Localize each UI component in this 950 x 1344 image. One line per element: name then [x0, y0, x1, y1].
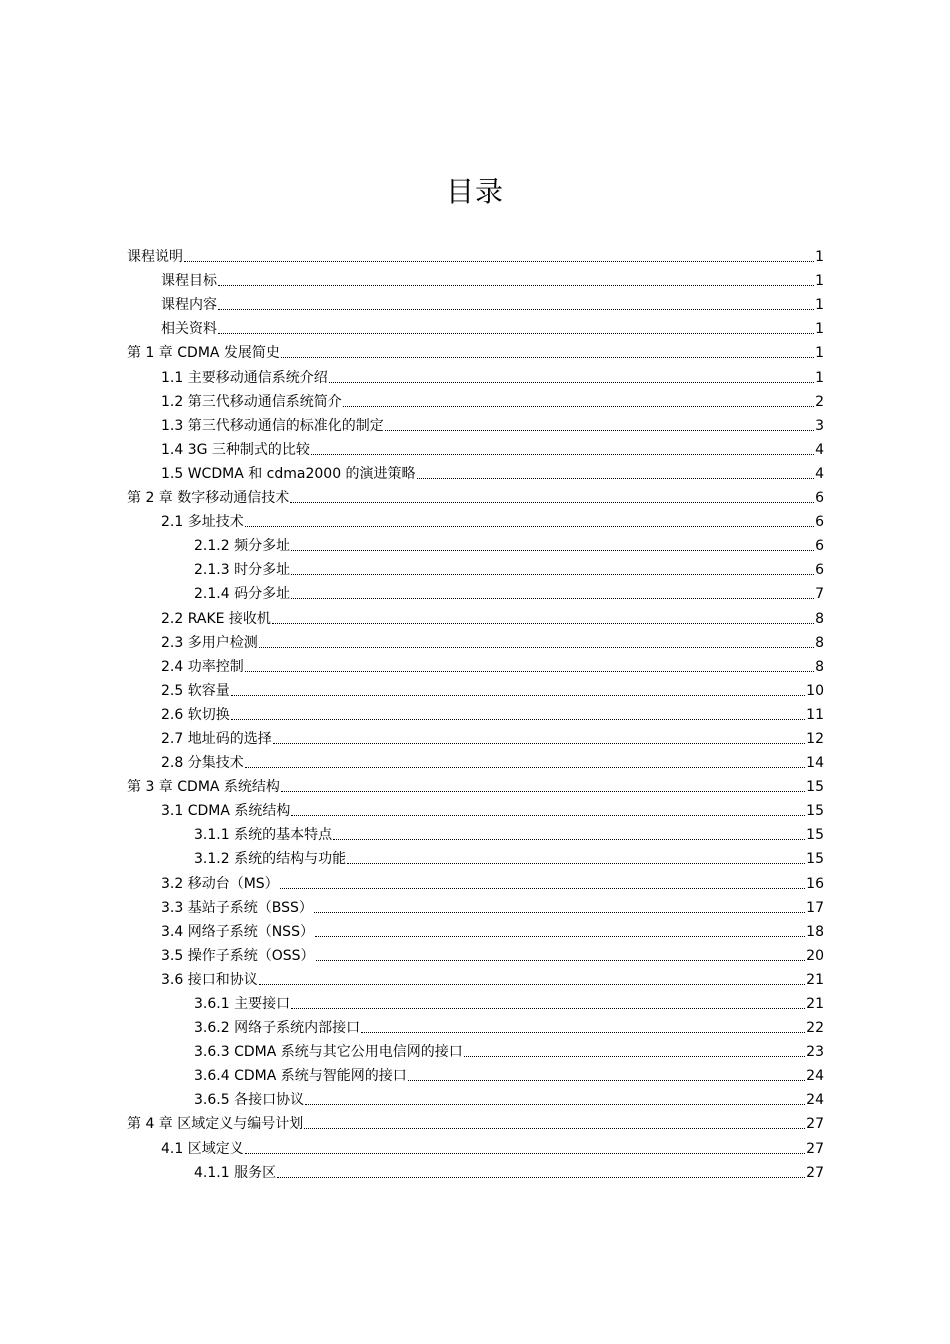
- toc-entry[interactable]: [127, 362, 824, 386]
- toc-entry-page-number: 6: [815, 538, 824, 555]
- toc-entry-label: 2.6 软切换: [161, 706, 230, 723]
- toc-entry-page-number: 8: [815, 634, 824, 651]
- toc-dot-leader: [291, 598, 814, 599]
- toc-entry-label: 2.4 功率控制: [161, 658, 244, 675]
- toc-entry-page-number: 27: [806, 1164, 824, 1181]
- toc-entry-label: 2.1.2 频分多址: [194, 538, 291, 555]
- toc-entry-page-number: 24: [806, 1068, 824, 1085]
- toc-entry-label: 2.1 多址技术: [161, 514, 244, 531]
- toc-dot-leader: [291, 574, 814, 575]
- toc-dot-leader: [314, 912, 805, 913]
- toc-dot-leader: [316, 960, 806, 961]
- toc-entry-label: 4.1.1 服务区: [194, 1164, 277, 1181]
- toc-entry[interactable]: [127, 266, 824, 290]
- toc-entry-label: 3.3 基站子系统（BSS）: [161, 899, 313, 916]
- toc-dot-leader: [277, 1177, 805, 1178]
- toc-entry-page-number: 23: [806, 1044, 824, 1061]
- toc-entry-label: 3.6.3 CDMA 系统与其它公用电信网的接口: [194, 1044, 463, 1061]
- toc-dot-leader: [218, 309, 814, 310]
- toc-dot-leader: [311, 454, 814, 455]
- toc-entry[interactable]: [127, 1013, 824, 1037]
- toc-entry-label: 2.5 软容量: [161, 682, 230, 699]
- toc-dot-leader: [218, 285, 814, 286]
- toc-entry-page-number: 1: [815, 369, 824, 386]
- toc-dot-leader: [259, 647, 814, 648]
- toc-entry-label: 1.3 第三代移动通信的标准化的制定: [161, 417, 384, 434]
- toc-dot-leader: [281, 357, 814, 358]
- toc-entry-page-number: 1: [815, 249, 824, 266]
- toc-entry-label: 2.1.4 码分多址: [194, 586, 291, 603]
- toc-dot-leader: [347, 863, 805, 864]
- toc-entry[interactable]: [127, 1109, 824, 1133]
- toc-entry-page-number: 4: [815, 465, 824, 482]
- toc-entry[interactable]: [127, 796, 824, 820]
- toc-entry[interactable]: [127, 700, 824, 724]
- toc-entry-page-number: 15: [806, 851, 824, 868]
- toc-entry-page-number: 8: [815, 610, 824, 627]
- toc-entry[interactable]: [127, 820, 824, 844]
- toc-entry-page-number: 15: [806, 779, 824, 796]
- toc-entry[interactable]: [127, 628, 824, 652]
- toc-dot-leader: [417, 478, 815, 479]
- toc-entry-label: 课程目标: [161, 273, 217, 290]
- toc-entry-label: 3.1.2 系统的结构与功能: [194, 851, 347, 868]
- toc-entry-page-number: 16: [806, 875, 824, 892]
- toc-entry-page-number: 27: [806, 1116, 824, 1133]
- toc-dot-leader: [305, 1104, 805, 1105]
- toc-entry[interactable]: [127, 724, 824, 748]
- toc-dot-leader: [304, 1128, 805, 1129]
- toc-dot-leader: [245, 671, 814, 672]
- toc-entry-page-number: 18: [806, 923, 824, 940]
- toc-dot-leader: [291, 550, 814, 551]
- toc-entry[interactable]: [127, 290, 824, 314]
- toc-entry[interactable]: [127, 387, 824, 411]
- toc-entry-page-number: 21: [806, 996, 824, 1012]
- toc-entry-label: 3.6.4 CDMA 系统与智能网的接口: [194, 1068, 407, 1085]
- toc-entry[interactable]: [127, 941, 824, 965]
- toc-dot-leader: [333, 839, 805, 840]
- toc-entry[interactable]: [127, 772, 824, 796]
- toc-entry-page-number: 6: [815, 514, 824, 531]
- toc-title: 目录: [445, 175, 504, 208]
- toc-entry-label: 3.1 CDMA 系统结构: [161, 803, 291, 820]
- toc-entry-label: 3.6 接口和协议: [161, 971, 258, 988]
- toc-entry-label: 1.5 WCDMA 和 cdma2000 的演进策略: [161, 465, 416, 482]
- toc-entry-label: 3.2 移动台（MS）: [161, 875, 279, 892]
- toc-dot-leader: [361, 1032, 805, 1033]
- toc-entry[interactable]: [127, 1085, 824, 1109]
- toc-entry-label: 相关资料: [161, 321, 217, 338]
- toc-dot-leader: [281, 791, 805, 792]
- toc-entry-label: 第 4 章 区域定义与编号计划: [127, 1116, 304, 1133]
- toc-entry-page-number: 12: [806, 730, 824, 747]
- toc-entry-label: 2.3 多用户检测: [161, 634, 258, 651]
- toc-dot-leader: [231, 695, 805, 696]
- toc-entry-label: 3.1.1 系统的基本特点: [194, 827, 333, 844]
- toc-entry-label: 3.6.5 各接口协议: [194, 1092, 305, 1109]
- toc-entry[interactable]: [127, 893, 824, 917]
- toc-entry[interactable]: [127, 989, 824, 1013]
- toc-entry-label: 2.1.3 时分多址: [194, 562, 291, 579]
- toc-dot-leader: [273, 743, 805, 744]
- toc-entry[interactable]: [127, 676, 824, 700]
- toc-entry-page-number: 6: [815, 490, 824, 507]
- toc-dot-leader: [218, 333, 814, 334]
- toc-entry[interactable]: [127, 338, 824, 362]
- toc-entry-page-number: 20: [806, 947, 824, 964]
- toc-entry-label: 课程说明: [127, 249, 183, 266]
- toc-entry-page-number: 3: [815, 417, 824, 434]
- toc-entry[interactable]: [127, 242, 824, 266]
- toc-entry[interactable]: [127, 965, 824, 989]
- toc-entry-label: 第 1 章 CDMA 发展简史: [127, 345, 280, 362]
- toc-entry-page-number: 7: [815, 586, 824, 603]
- toc-dot-leader: [245, 1153, 805, 1154]
- toc-dot-leader: [343, 406, 814, 407]
- toc-entry-page-number: 10: [806, 682, 824, 699]
- toc-dot-leader: [315, 936, 805, 937]
- toc-dot-leader: [291, 1008, 805, 1009]
- toc-entry-page-number: 1: [815, 321, 824, 338]
- toc-entry-page-number: 15: [806, 803, 824, 820]
- toc-entry[interactable]: [127, 314, 824, 338]
- toc-entry-label: 课程内容: [161, 297, 217, 314]
- toc-dot-leader: [464, 1056, 805, 1057]
- table-of-contents: [127, 242, 824, 1182]
- toc-entry-page-number: 17: [806, 899, 824, 916]
- toc-dot-leader: [408, 1080, 805, 1081]
- toc-entry[interactable]: [127, 748, 824, 772]
- toc-entry-page-number: 6: [815, 562, 824, 579]
- toc-entry[interactable]: [127, 1061, 824, 1085]
- toc-entry[interactable]: [127, 652, 824, 676]
- toc-entry[interactable]: [127, 917, 824, 941]
- toc-entry[interactable]: [127, 868, 824, 892]
- toc-dot-leader: [329, 382, 814, 383]
- toc-entry[interactable]: [127, 1037, 824, 1061]
- toc-dot-leader: [259, 984, 805, 985]
- toc-entry-page-number: 24: [806, 1092, 824, 1109]
- toc-dot-leader: [291, 815, 805, 816]
- toc-entry[interactable]: [127, 555, 824, 579]
- toc-entry-page-number: 14: [806, 755, 824, 772]
- toc-entry-label: 1.1 主要移动通信系统介绍: [161, 369, 328, 386]
- toc-entry-label: 4.1 区域定义: [161, 1140, 244, 1157]
- toc-entry-page-number: 22: [806, 1020, 824, 1037]
- toc-entry[interactable]: [127, 844, 824, 868]
- toc-entry-page-number: 27: [806, 1140, 824, 1157]
- toc-dot-leader: [385, 430, 814, 431]
- toc-entry-page-number: 11: [806, 706, 824, 723]
- toc-entry-label: 第 3 章 CDMA 系统结构: [127, 779, 280, 796]
- toc-entry[interactable]: [127, 603, 824, 627]
- toc-entry[interactable]: [127, 483, 824, 507]
- toc-entry-page-number: 1: [815, 345, 824, 362]
- toc-entry-label: 3.6.2 网络子系统内部接口: [194, 1020, 361, 1037]
- toc-entry-page-number: 1: [815, 273, 824, 290]
- toc-entry[interactable]: [127, 1158, 824, 1182]
- toc-entry-page-number: 4: [815, 441, 824, 458]
- toc-entry[interactable]: [127, 411, 824, 435]
- toc-dot-leader: [231, 719, 805, 720]
- toc-dot-leader: [184, 261, 814, 262]
- toc-entry[interactable]: [127, 531, 824, 555]
- toc-entry-label: 2.8 分集技术: [161, 755, 244, 772]
- toc-entry[interactable]: [127, 579, 824, 603]
- toc-dot-leader: [272, 623, 814, 624]
- toc-entry-label: 2.7 地址码的选择: [161, 730, 272, 747]
- toc-entry[interactable]: [127, 459, 824, 483]
- toc-dot-leader: [280, 888, 805, 889]
- toc-entry[interactable]: [127, 435, 824, 459]
- toc-entry-page-number: 2: [815, 393, 824, 410]
- toc-entry-label: 1.4 3G 三种制式的比较: [161, 441, 310, 458]
- toc-entry-page-number: 15: [806, 827, 824, 844]
- toc-entry-page-number: 1: [815, 297, 824, 314]
- toc-entry-label: 3.4 网络子系统（NSS）: [161, 923, 314, 940]
- toc-entry-page-number: 8: [815, 658, 824, 675]
- toc-dot-leader: [290, 502, 814, 503]
- toc-entry-label: 2.2 RAKE 接收机: [161, 610, 271, 627]
- toc-entry[interactable]: [127, 507, 824, 531]
- toc-dot-leader: [245, 526, 814, 527]
- toc-entry-label: 3.5 操作子系统（OSS）: [161, 947, 315, 964]
- toc-entry-label: 第 2 章 数字移动通信技术: [127, 490, 290, 507]
- toc-entry-label: 1.2 第三代移动通信系统简介: [161, 393, 342, 410]
- toc-entry[interactable]: [127, 1133, 824, 1157]
- toc-entry-page-number: 21: [806, 971, 824, 988]
- toc-entry-label: 3.6.1 主要接口: [194, 996, 291, 1012]
- toc-dot-leader: [245, 767, 805, 768]
